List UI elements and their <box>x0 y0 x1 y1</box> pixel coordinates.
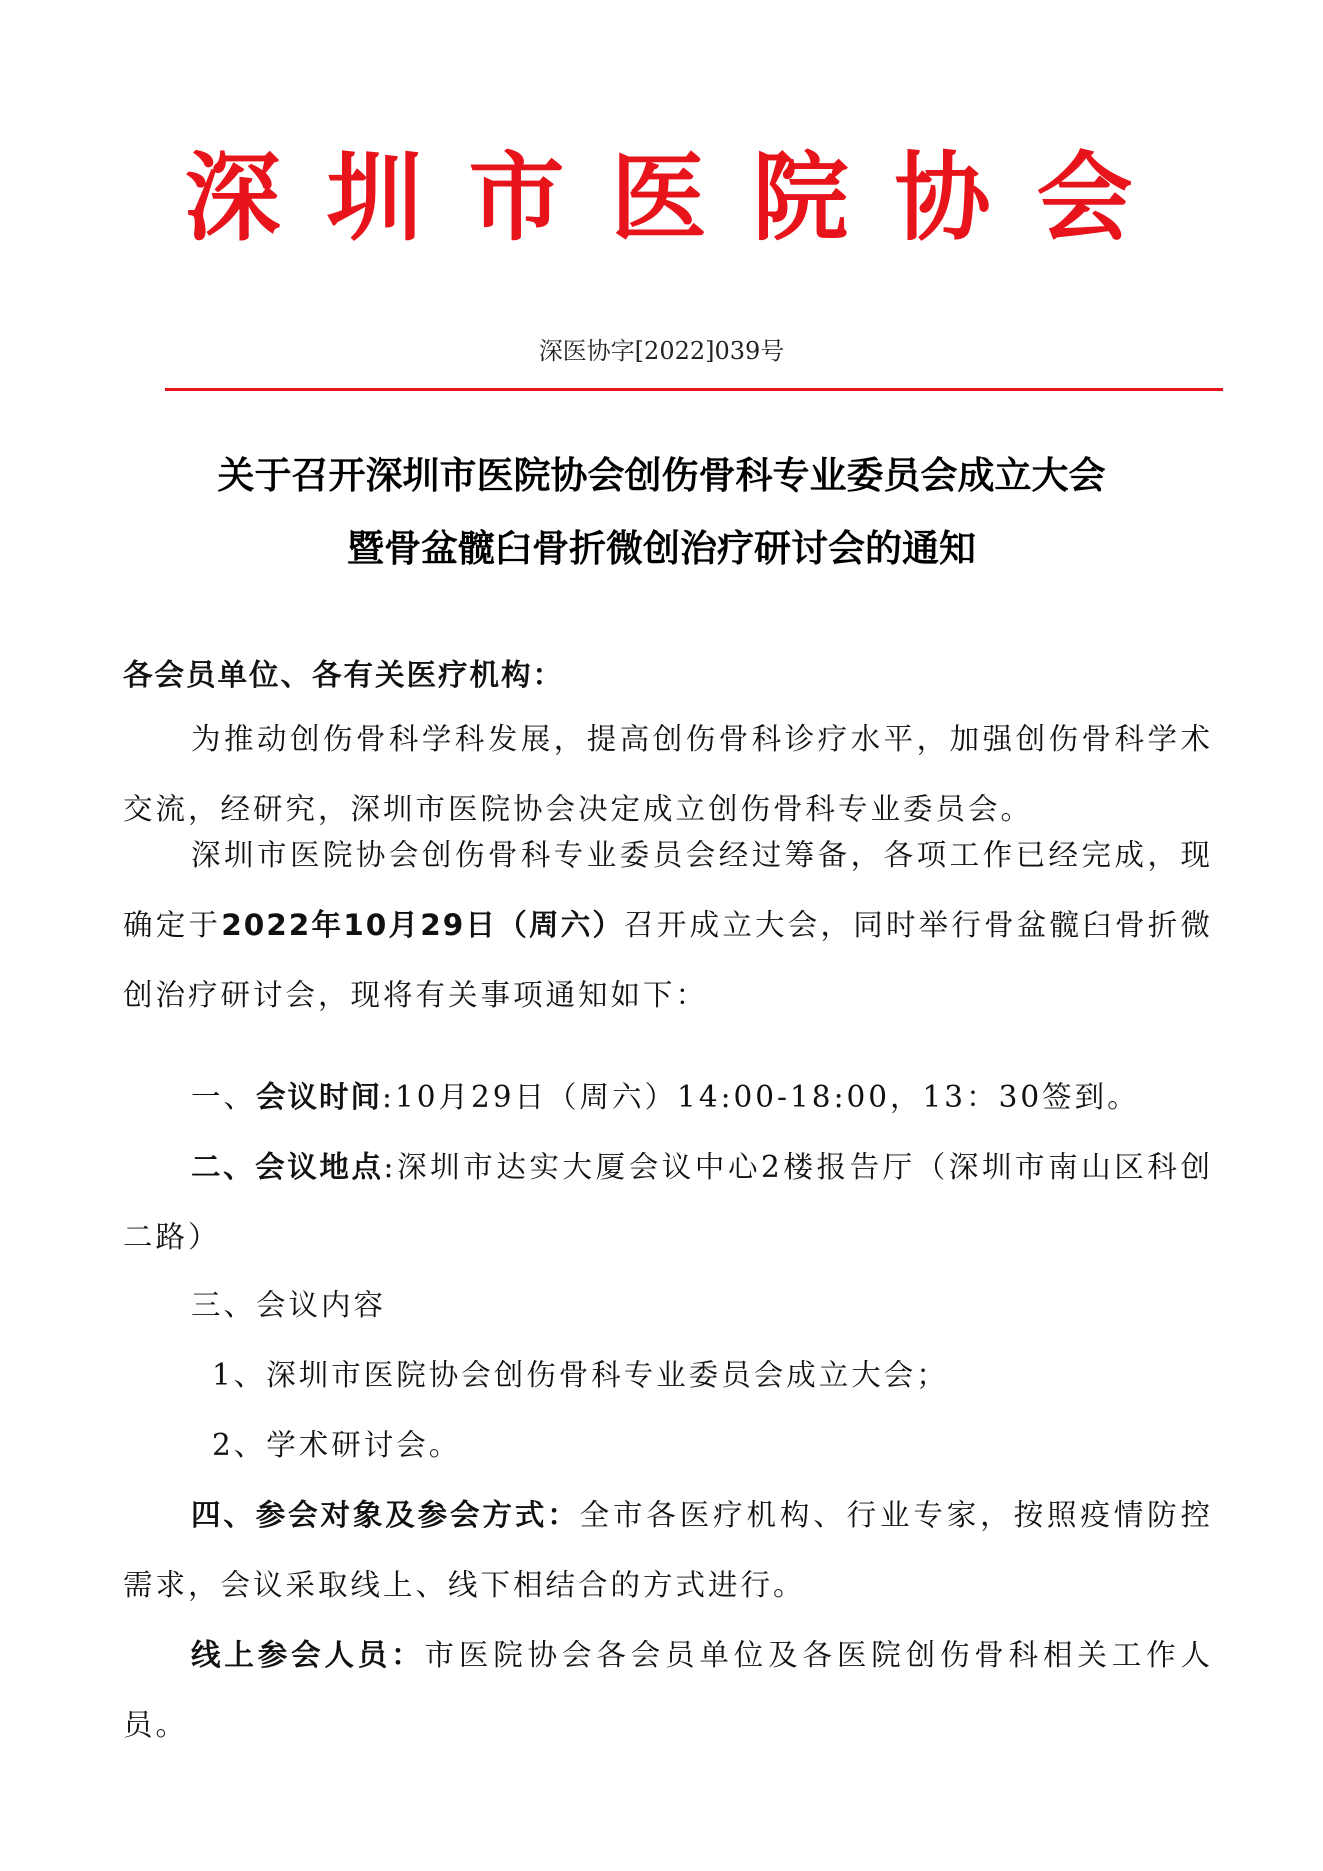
section-1-text: :10月29日（周六）14:00-18:00，13：30签到。 <box>382 1080 1140 1114</box>
notice-title-line-1: 关于召开深圳市医院协会创伤骨科专业委员会成立大会 <box>217 454 1106 497</box>
announcement-text-b: 召开成立大会，同时举行骨盆髋臼骨折微创治疗研讨会，现将有关事项通知如下： <box>123 908 1213 1012</box>
section-participants <box>123 1480 1213 1620</box>
section-meeting-content <box>123 1270 1213 1340</box>
paragraph-announcement <box>123 820 1213 1030</box>
salutation <box>123 640 1213 710</box>
document-number: 深医协字[2022]039号 <box>538 337 785 365</box>
section-3-heading: 三、会议内容 <box>191 1288 387 1322</box>
content-item-2: 2、学术研讨会。 <box>212 1428 462 1462</box>
announcement-text-a: 深圳市医院协会创伤骨科专业委员会经过筹备，各项工作已经完成，现确定于 <box>123 838 1213 942</box>
section-meeting-location <box>123 1132 1213 1272</box>
online-text: 市医院协会各会员单位及各医院创伤骨科相关工作人员。 <box>123 1638 1213 1742</box>
paragraph-purpose: 为推动创伤骨科学科发展，提高创伤骨科诊疗水平，加强创伤骨科学术交流，经研究，深圳市医院协会决定成立创伤骨科专业委员会。 <box>123 722 1213 826</box>
online-participants <box>123 1620 1213 1760</box>
meeting-date: 2022年10月29日（周六） <box>221 908 625 942</box>
org-masthead: 深圳市医院协会 <box>184 142 1179 254</box>
section-1-label: 会议时间 <box>256 1080 383 1114</box>
content-item-1: 1、深圳市医院协会创伤骨科专业委员会成立大会； <box>212 1358 949 1392</box>
red-separator-line <box>165 388 1223 391</box>
section-meeting-time <box>123 1062 1213 1132</box>
notice-title-line-2: 暨骨盆髋臼骨折微创治疗研讨会的通知 <box>347 527 976 570</box>
section-1-prefix: 一、 <box>191 1080 257 1114</box>
salutation-text: 各会员单位、各有关医疗机构： <box>123 658 565 692</box>
section-4-text: 全市各医疗机构、行业专家，按照疫情防控需求，会议采取线上、线下相结合的方式进行。 <box>123 1498 1213 1602</box>
section-4-label: 四、参会对象及参会方式： <box>191 1498 580 1532</box>
section-2-label: 二、会议地点 <box>191 1150 384 1184</box>
section-2-text: :深圳市达实大厦会议中心2楼报告厅（深圳市南山区科创二路） <box>123 1150 1213 1254</box>
online-label: 线上参会人员： <box>191 1638 425 1672</box>
